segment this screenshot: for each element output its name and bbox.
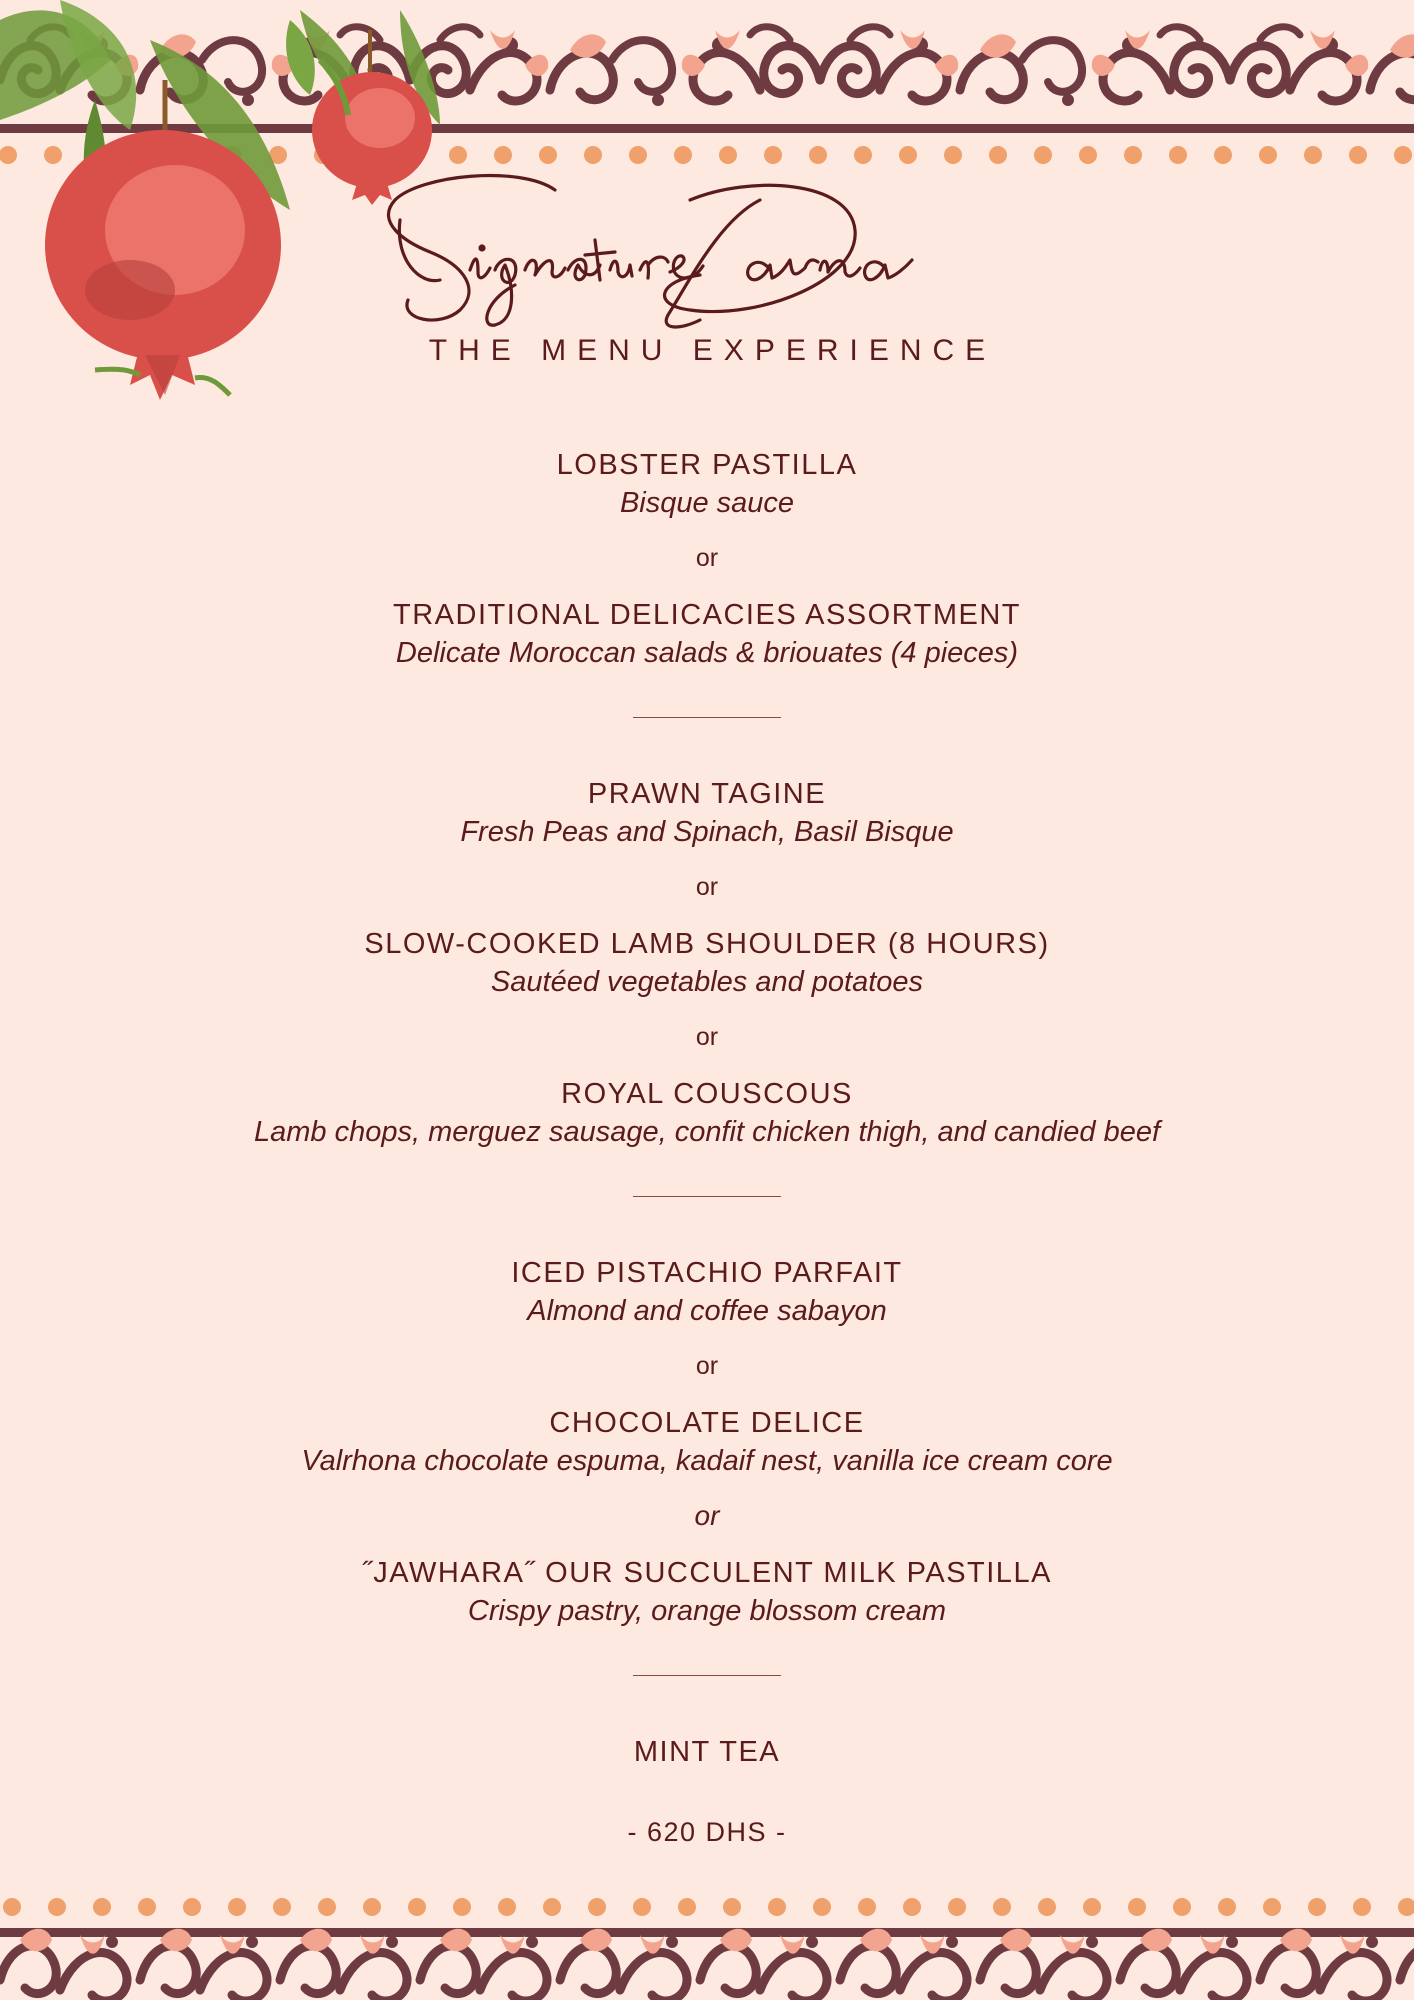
dish-name: SLOW-COOKED LAMB SHOULDER (8 HOURS) (364, 928, 1050, 960)
or-separator: or (695, 1352, 719, 1380)
course-divider (633, 1675, 781, 1676)
dish-name: PRAWN TAGINE (587, 778, 827, 810)
or-separator: or (694, 1500, 720, 1531)
dish-name: LOBSTER PASTILLA (556, 449, 858, 481)
menu-content (0, 445, 1414, 1850)
dish-description: Sautéed vegetables and potatoes (490, 966, 924, 998)
dish-item (0, 1553, 1414, 1629)
bottom-border-pattern (0, 1880, 1414, 2000)
dish-name: ICED PISTACHIO PARFAIT (511, 1257, 903, 1289)
dish-description: Almond and coffee sabayon (527, 1295, 887, 1327)
course-divider (633, 1196, 781, 1197)
dish-description: Crispy pastry, orange blossom cream (467, 1595, 947, 1627)
dish-name: ROYAL COUSCOUS (561, 1078, 853, 1110)
dish-name: ˝JAWHARA˝ OUR SUCCULENT MILK PASTILLA (362, 1557, 1052, 1589)
dish-description: Fresh Peas and Spinach, Basil Bisque (460, 816, 954, 848)
course-divider (633, 717, 781, 718)
mint-tea: MINT TEA (633, 1736, 781, 1768)
dish-description: Lamb chops, merguez sausage, confit chicken thigh, and candied beef (253, 1116, 1161, 1148)
dish-item (0, 445, 1414, 521)
signature-darna-script-logo (0, 160, 1414, 340)
menu-price: - 620 DHS - (627, 1817, 787, 1847)
course-starters (0, 445, 1414, 671)
bottom-ornament-border (0, 1880, 1414, 2000)
course-mains (0, 774, 1414, 1150)
dish-item (0, 1074, 1414, 1150)
dish-description: Delicate Moroccan salads & briouates (4 pieces) (395, 637, 1019, 669)
or-separator: or (695, 873, 719, 901)
menu-subtitle: THE MENU EXPERIENCE (428, 334, 997, 367)
dish-item (0, 924, 1414, 1000)
dish-description: Valrhona chocolate espuma, kadaif nest, vanilla ice cream core (301, 1445, 1113, 1477)
dish-name: TRADITIONAL DELICACIES ASSORTMENT (393, 599, 1021, 631)
menu-title (0, 160, 1414, 340)
dish-name: CHOCOLATE DELICE (549, 1407, 865, 1439)
dish-item (0, 595, 1414, 671)
dish-item (0, 1253, 1414, 1329)
course-desserts (0, 1253, 1414, 1629)
or-separator: or (695, 1023, 719, 1051)
dish-description: Bisque sauce (619, 487, 795, 519)
dish-item (0, 774, 1414, 850)
or-separator: or (695, 544, 719, 572)
dish-item (0, 1403, 1414, 1479)
